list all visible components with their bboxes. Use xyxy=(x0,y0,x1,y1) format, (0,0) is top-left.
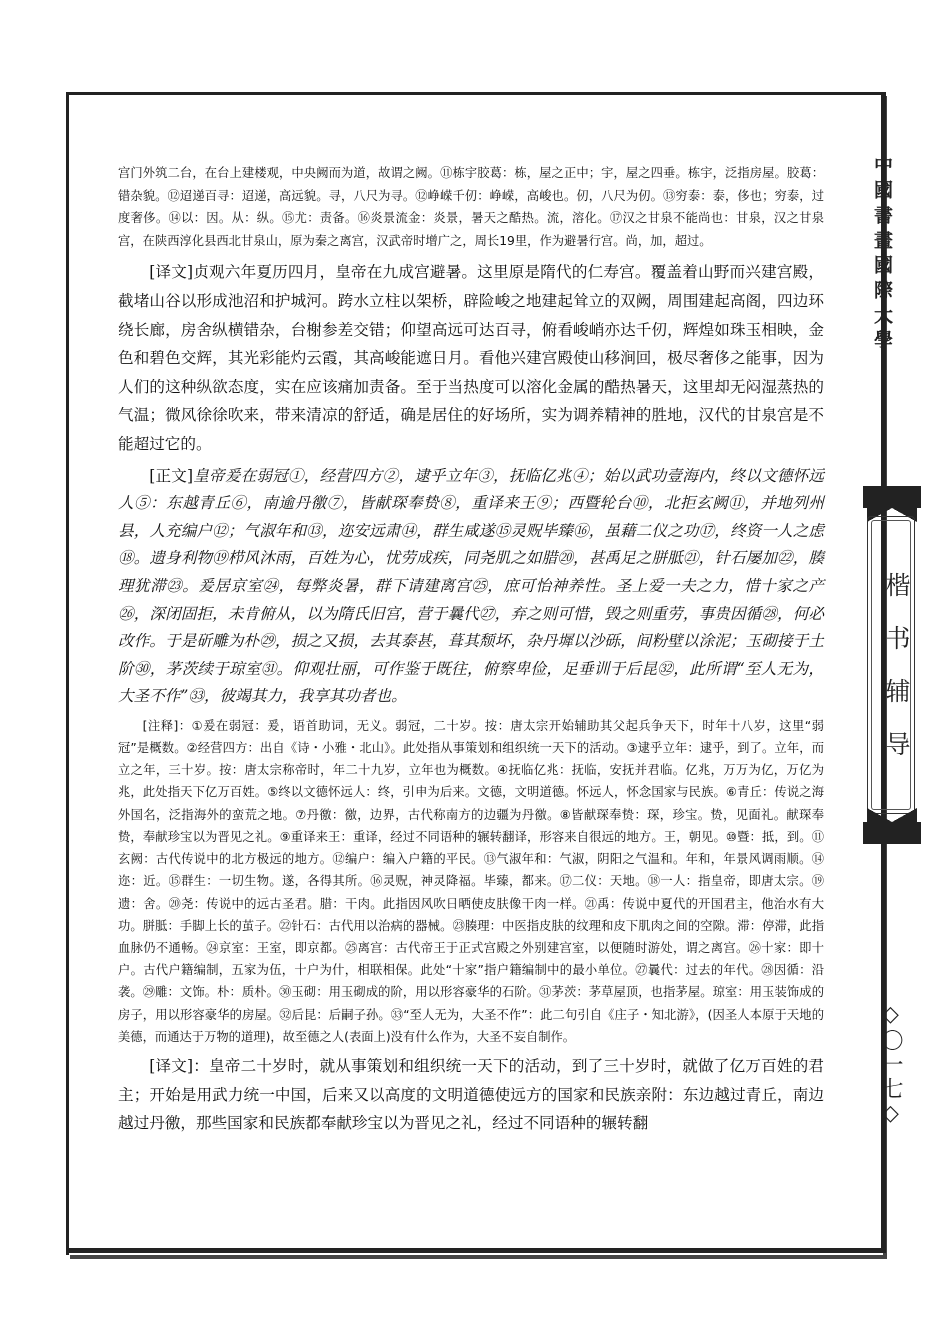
original-text: 皇帝爰在弱冠①，经营四方②，逮乎立年③，抚临亿兆④；始以武功壹海内，终以文德怀远人⑤：东越青丘⑥，南逾丹徼⑦，皆献琛奉贽⑧，重译来王⑨；西暨轮台⑩，北拒玄阙⑪，并地列州县，人充编户⑫；气淑年和⑬，迩安远肃⑭，群生咸遂⑮灵贶毕臻⑯，虽藉二仪之功⑰，终资一人之虑⑱。遗身利物⑲栉风沐雨，百姓为心，忧劳成疾，同尧肌之如腊⑳，甚禹足之胼胝㉑，针石屡加㉒，腠理犹滞㉓。爰居京室㉔，每弊炎暑，群下请建离宫㉕，庶可怡神养性。圣上爱一夫之力，惜十家之产㉖，深闭固拒，未肯俯从，以为隋氏旧宫，营于曩代㉗，弃之则可惜，毁之则重劳，事贵因循㉘，何必改作。于是斫雕为朴㉙，损之又损，去其泰甚，葺其颓坏，杂丹墀以沙砾，间粉壁以涂泥；玉砌接于土阶㉚，茅茨续于琼室㉛。仰观壮丽，可作鉴于既往，俯察卑俭，足垂训于后昆㉜，此所谓“至人无为，大圣不作”㉝，彼竭其力，我享其功者也。 xyxy=(118,466,825,706)
translation-text: 贞观六年夏历四月，皇帝在九成宫避暑。这里原是隋代的仁寿宫。覆盖着山野而兴建宫殿，截堵山谷以形成池沼和护城河。跨水立柱以架桥，辟险峻之地建起耸立的双阙，周围建起高阁，四边环绕长廊，房舍纵横错杂，台榭参差交错；仰望高远可达百寻，俯看峻峭亦达千仞，辉煌如珠玉相映，金色和碧色交辉，其光彩能灼云霞，其高峻能遮日月。看他兴建宫殿使山移涧回，极尽奢侈之能事，因为人们的这种纵欲态度，实在应该痛加责备。至于当热度可以溶化金属的酷热暑天，这里却无闷湿蒸热的气温；微风徐徐吹来，带来清凉的舒适，确是居住的好场所，实为调养精神的胜地，汉代的甘泉宫是不能超过它的。 xyxy=(118,263,824,453)
note-text: 宫门外筑二台，在台上建楼观，中央阙而为道，故谓之阙。⑪栋宇胶葛：栋，屋之正中；宇，屋之四垂。栋宇，泛指房屋。胶葛：错杂貌。⑫迢递百寻：迢递，高远貌。寻，八尺为寻。⑫峥嵘千仞：峥嵘，高峻也。仞，八尺为仞。⑬穷泰：泰，侈也；穷泰，过度奢侈。⑭以：因。从：纵。⑮尤：责备。⑯炎景流金：炎景，暑天之酷热。流，溶化。⑰汉之甘泉不能尚也：甘泉，汉之甘泉宫，在陕西淳化县西北甘泉山，原为秦之离宫，汉武帝时增广之，周长19里，作为避暑行宫。尚，加，超过。 xyxy=(118,166,824,248)
original-text-paragraph xyxy=(118,463,824,711)
translation-paragraph-1 xyxy=(118,258,824,458)
annotation-paragraph xyxy=(118,715,824,1048)
main-text xyxy=(118,162,824,1142)
translation-paragraph-2 xyxy=(118,1052,824,1138)
translation-label: [译文] xyxy=(149,263,194,282)
section-label-box xyxy=(863,486,921,844)
translation-label: [译文] xyxy=(149,1056,194,1075)
series-title: 中國書畫國際大學 xyxy=(871,155,893,355)
page-number: ◇〇一七◇ xyxy=(878,1002,903,1128)
original-label: [正文] xyxy=(149,466,194,485)
box-bottom-bar xyxy=(863,822,921,844)
translation-text: ：皇帝二十岁时，就从事策划和组织统一天下的活动，到了三十岁时，就做了亿万百姓的君主；开始是用武力统一中国，后来又以高度的文明道德使远方的国家和民族亲附：东边越过青丘，南边越过丹徼，那些国家和民族都奉献珍宝以为晋见之礼，经过不同语种的辗转翻 xyxy=(118,1056,824,1133)
annotation-text: ：①爰在弱冠：爰，语首助词，无义。弱冠，二十岁。按：唐太宗开始辅助其父起兵争天下，时年十八岁，这里“弱冠”是概数。②经营四方：出自《诗・小雅・北山》。此处指从事策划和组织统一天下的活动。③逮乎立年：逮乎，到了。立年，而立之年，三十岁。按：唐太宗称帝时，年二十九岁，立年也为概数。④抚临亿兆：抚临，安抚并君临。亿兆，万万为亿，万亿为兆，此处指天下亿万百姓。⑤终以文德怀远人：终，引申为后来。文德，文明道德。怀远人，怀念国家与民族。⑥青丘：传说之海外国名，泛指海外的蛮荒之地。⑦丹徼：徼，边界，古代称南方的边疆为丹徼。⑧皆献琛奉贽：琛，珍宝。贽，见面礼。献琛奉贽，奉献珍宝以为晋见之礼。⑨重译来王：重译，经过不同语种的辗转翻译，形容来自很远的地方。王，朝见。⑩暨：抵，到。⑪玄阙：古代传说中的北方极远的地方。⑫编户：编入户籍的平民。⑬气淑年和：气淑，阴阳之气温和。年和，年景风调雨顺。⑭迩：近。⑮群生：一切生物。遂，各得其所。⑯灵贶，神灵降福。毕臻，都来。⑰二仪：天地。⑱一人：指皇帝，即唐太宗。⑲遗：舍。⑳尧：传说中的远古圣君。腊：干肉。此指因风吹日晒使皮肤像干肉一样。㉑禹：传说中夏代的开国君主，他治水有大功。胼胝：手脚上长的茧子。㉒针石：古代用以治病的器械。㉓腠理：中医指皮肤的纹理和皮下肌肉之间的空隙。滞：停滞，此指血脉仍不通畅。㉔京室：王室，即京都。㉕离宫：古代帝王于正式宫殿之外别建宫室，以便随时游处，谓之离宫。㉖十家：即十户。古代户籍编制，五家为伍，十户为什，相联相保。此处“十家”指户籍编制中的最小单位。㉗曩代：过去的年代。㉘因循：沿袭。㉙雕：文饰。朴：质朴。㉚玉砌：用玉砌成的阶，用以形容豪华的石阶。㉛茅茨：茅草屋顶，也指茅屋。琼室：用玉装饰成的房子，用以形容豪华的房屋。㉜后昆：后嗣子孙。㉝“至人无为，大圣不作”：此二句引自《庄子・知北游》，(因圣人本原于天地的美德，而通达于万物的道理)，故至德之人(表面上)没有什么作为，大圣不妄自制作。 xyxy=(118,718,824,1044)
section-label: 楷书辅导 xyxy=(882,572,911,784)
annotation-label: [注释] xyxy=(142,718,179,733)
frame-shadow-bottom xyxy=(66,1248,886,1253)
box-frame xyxy=(867,516,915,814)
box-top-bar xyxy=(863,486,921,508)
note-paragraph-continued xyxy=(118,162,824,252)
